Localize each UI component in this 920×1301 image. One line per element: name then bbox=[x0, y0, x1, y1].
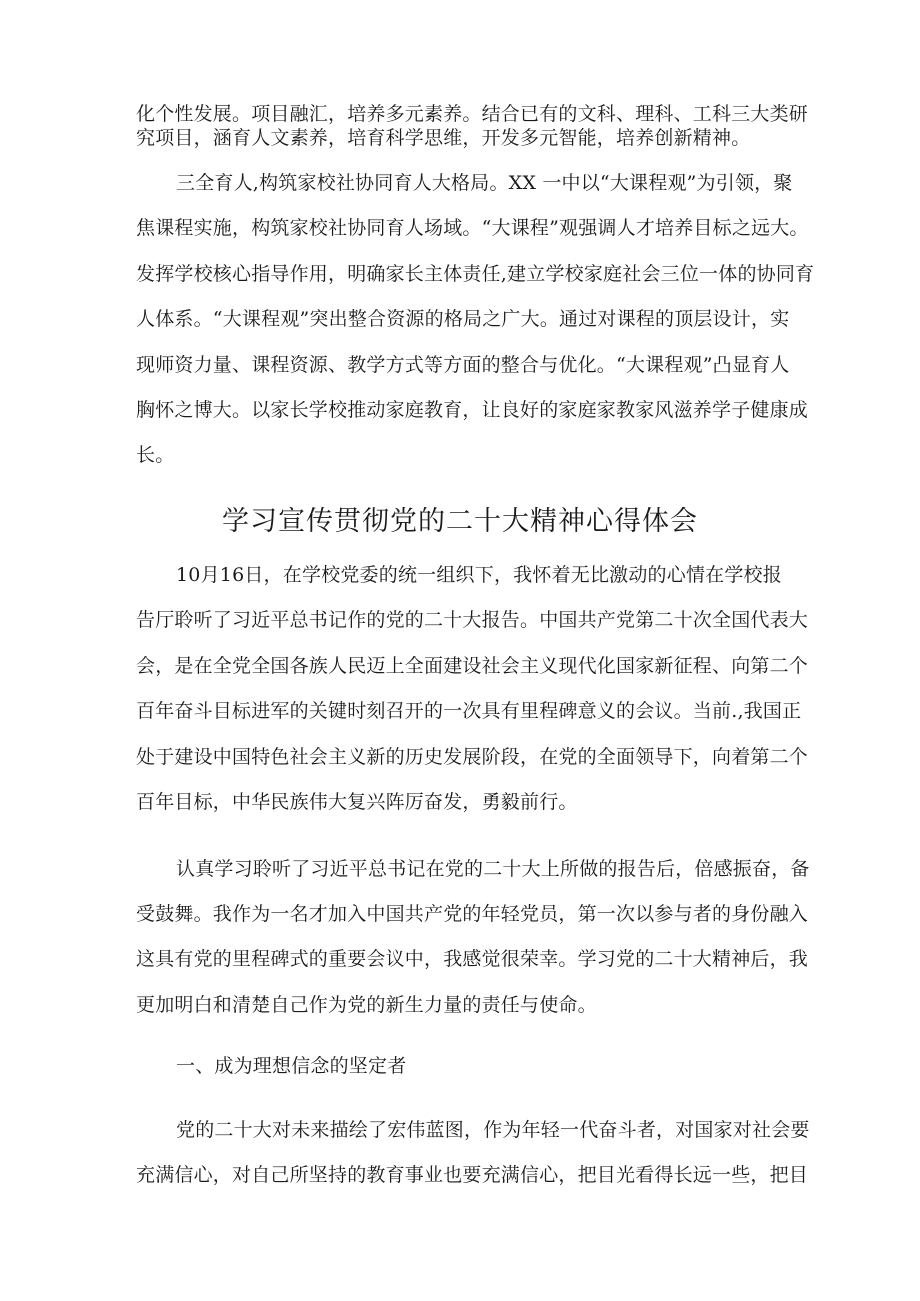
text-line: 究项目，涵育人文素养，培育科学思维，开发多元智能，培养创新精神。 bbox=[136, 127, 751, 149]
text-line: 这具有党的里程碑式的重要会议中，我感觉很荣幸。学习党的二十大精神后，我 bbox=[136, 948, 809, 970]
text-line: 百年奋斗目标进军的关键时刻召开的一次具有里程碑意义的会议。当前.,我国正 bbox=[136, 700, 802, 722]
text-line: 焦课程实施，构筑家校社协同育人场域。“大课程”观强调人才培养目标之远大。 bbox=[136, 217, 809, 239]
text-line: 百年目标，中华民族伟大复兴阵厉奋发，勇毅前行。 bbox=[136, 791, 578, 813]
text-line: 人体系。“大课程观”突出整合资源的格局之广大。通过对课程的顶层设计，实 bbox=[136, 308, 790, 330]
section-heading: 一、成为理想信念的坚定者 bbox=[176, 1055, 407, 1077]
text-line: 更加明白和清楚自己作为党的新生力量的责任与使命。 bbox=[136, 994, 597, 1016]
text-line: 发挥学校核心指导作用，明确家长主体责任,建立学校家庭社会三位一体的协同育 bbox=[136, 263, 815, 285]
text-line: 现师资力量、课程资源、教学方式等方面的整合与优化。“大课程观”凸显育人 bbox=[136, 354, 790, 376]
text-line: 三全育人,构筑家校社协同育人大格局。XX 一中以“大课程观”为引领，聚 bbox=[176, 172, 793, 194]
text-line: 化个性发展。项目融汇，培养多元素养。结合已有的文科、理科、工科三大类研 bbox=[136, 103, 809, 125]
text-line: 长。 bbox=[136, 444, 175, 466]
text-line: 胸怀之博大。以家长学校推动家庭教育，让良好的家庭家教家风滋养学子健康成 bbox=[136, 399, 809, 421]
page-title: 学习宣传贯彻党的二十大精神心得体会 bbox=[222, 506, 698, 537]
text-line: 认真学习聆听了习近平总书记在党的二十大上所做的报告后，倍感振奋，备 bbox=[176, 858, 810, 880]
text-line: 受鼓舞。我作为一名才加入中国共产党的年轻党员，第一次以参与者的身份融入 bbox=[136, 903, 809, 925]
text-line: 告厅聆听了习近平总书记作的党的二十大报告。中国共产党第二十次全国代表大 bbox=[136, 609, 809, 631]
text-line: 处于建设中国特色社会主义新的历史发展阶段，在党的全面领导下，向着第二个 bbox=[136, 746, 809, 768]
text-line: 会，是在全党全国各族人民迈上全面建设社会主义现代化国家新征程、向第二个 bbox=[136, 655, 809, 677]
text-line: 党的二十大对未来描绘了宏伟蓝图，作为年轻一代奋斗者，对国家对社会要 bbox=[176, 1119, 810, 1141]
text-line: 充满信心，对自己所坚持的教育事业也要充满信心，把目光看得长远一些，把目 bbox=[136, 1164, 809, 1186]
text-line: 10月16日，在学校党委的统一组织下，我怀着无比激动的心情在学校报 bbox=[176, 564, 782, 586]
